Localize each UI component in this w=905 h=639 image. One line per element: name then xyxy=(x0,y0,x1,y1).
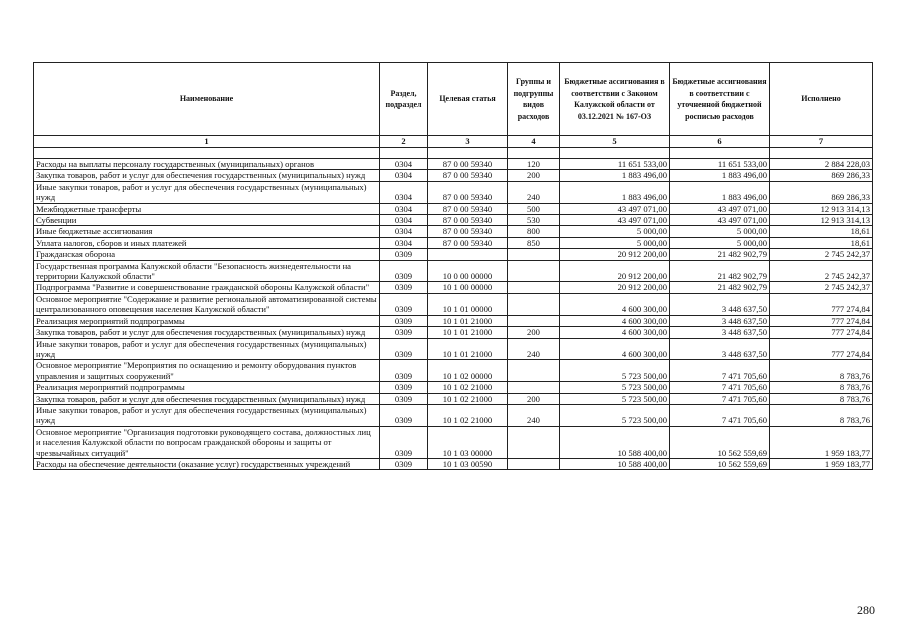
cell-group xyxy=(508,249,560,260)
table-row xyxy=(34,327,873,338)
cell-law: 10 588 400,00 xyxy=(560,426,670,458)
cell-group: 240 xyxy=(508,404,560,426)
cell-name: Закупка товаров, работ и услуг для обеспечения государственных (муниципальных) нужд xyxy=(34,327,380,338)
cell-section: 0309 xyxy=(380,360,428,382)
cell-section: 0304 xyxy=(380,215,428,226)
cell-law: 10 588 400,00 xyxy=(560,458,670,469)
cell-law: 5 000,00 xyxy=(560,237,670,248)
budget-table xyxy=(33,62,873,470)
cell-group xyxy=(508,315,560,326)
cell-target: 10 1 01 21000 xyxy=(428,327,508,338)
spacer-cell xyxy=(670,148,770,159)
table-row xyxy=(34,360,873,382)
cell-refined: 7 471 705,60 xyxy=(670,360,770,382)
cell-group xyxy=(508,282,560,293)
cell-executed: 869 286,33 xyxy=(770,170,873,181)
cell-executed: 777 274,84 xyxy=(770,327,873,338)
cell-executed: 2 884 228,03 xyxy=(770,159,873,170)
cell-executed: 8 783,76 xyxy=(770,393,873,404)
cell-group: 240 xyxy=(508,338,560,360)
cell-name: Основное мероприятие "Содержание и развитие региональной автоматизированной системы централизованного оповещения населения Калужской области" xyxy=(34,293,380,315)
column-number: 7 xyxy=(770,136,873,148)
cell-group: 800 xyxy=(508,226,560,237)
spacer-cell xyxy=(428,148,508,159)
spacer-cell xyxy=(560,148,670,159)
cell-group: 200 xyxy=(508,393,560,404)
cell-group xyxy=(508,260,560,282)
cell-refined: 21 482 902,79 xyxy=(670,282,770,293)
cell-refined: 43 497 071,00 xyxy=(670,203,770,214)
cell-refined: 3 448 637,50 xyxy=(670,315,770,326)
cell-target: 87 0 00 59340 xyxy=(428,170,508,181)
cell-law: 4 600 300,00 xyxy=(560,315,670,326)
table-row xyxy=(34,181,873,203)
budget-table-sheet xyxy=(33,62,872,470)
cell-law: 5 723 500,00 xyxy=(560,404,670,426)
cell-section: 0304 xyxy=(380,226,428,237)
header-name: Наименование xyxy=(34,63,380,136)
cell-target: 87 0 00 59340 xyxy=(428,203,508,214)
table-row xyxy=(34,249,873,260)
cell-name: Иные закупки товаров, работ и услуг для обеспечения государственных (муниципальных) нужд xyxy=(34,338,380,360)
cell-refined: 11 651 533,00 xyxy=(670,159,770,170)
cell-law: 5 723 500,00 xyxy=(560,360,670,382)
cell-name: Субвенции xyxy=(34,215,380,226)
cell-executed: 1 959 183,77 xyxy=(770,458,873,469)
table-row xyxy=(34,293,873,315)
cell-law: 5 000,00 xyxy=(560,226,670,237)
cell-name: Расходы на обеспечение деятельности (оказание услуг) государственных учреждений xyxy=(34,458,380,469)
cell-section: 0309 xyxy=(380,393,428,404)
cell-section: 0304 xyxy=(380,203,428,214)
cell-refined: 7 471 705,60 xyxy=(670,404,770,426)
cell-executed: 18,61 xyxy=(770,226,873,237)
column-number-row xyxy=(34,136,873,148)
cell-executed: 8 783,76 xyxy=(770,360,873,382)
cell-target: 87 0 00 59340 xyxy=(428,159,508,170)
cell-refined: 10 562 559,69 xyxy=(670,458,770,469)
table-row xyxy=(34,203,873,214)
cell-section: 0309 xyxy=(380,404,428,426)
cell-group: 500 xyxy=(508,203,560,214)
cell-law: 20 912 200,00 xyxy=(560,249,670,260)
cell-target: 10 1 02 21000 xyxy=(428,393,508,404)
table-row xyxy=(34,426,873,458)
cell-section: 0309 xyxy=(380,327,428,338)
table-row xyxy=(34,338,873,360)
cell-target: 87 0 00 59340 xyxy=(428,181,508,203)
cell-refined: 1 883 496,00 xyxy=(670,170,770,181)
cell-refined: 7 471 705,60 xyxy=(670,382,770,393)
header-refined: Бюджетные ассигнования в соответствии с уточненной бюджетной росписью расходов xyxy=(670,63,770,136)
column-number: 6 xyxy=(670,136,770,148)
table-row xyxy=(34,170,873,181)
cell-name: Уплата налогов, сборов и иных платежей xyxy=(34,237,380,248)
column-number: 1 xyxy=(34,136,380,148)
cell-name: Закупка товаров, работ и услуг для обеспечения государственных (муниципальных) нужд xyxy=(34,170,380,181)
cell-group: 120 xyxy=(508,159,560,170)
cell-group xyxy=(508,360,560,382)
cell-section: 0309 xyxy=(380,382,428,393)
cell-group: 200 xyxy=(508,327,560,338)
cell-executed: 1 959 183,77 xyxy=(770,426,873,458)
cell-target: 10 1 00 00000 xyxy=(428,282,508,293)
cell-name: Межбюджетные трансферты xyxy=(34,203,380,214)
cell-law: 4 600 300,00 xyxy=(560,338,670,360)
cell-target: 10 1 03 00000 xyxy=(428,426,508,458)
cell-section: 0304 xyxy=(380,237,428,248)
cell-refined: 3 448 637,50 xyxy=(670,293,770,315)
cell-group: 850 xyxy=(508,237,560,248)
header-law: Бюджетные ассигнования в соответствии с Законом Калужской области от 03.12.2021 № 167-ОЗ xyxy=(560,63,670,136)
cell-section: 0309 xyxy=(380,458,428,469)
cell-target: 87 0 00 59340 xyxy=(428,237,508,248)
cell-executed: 18,61 xyxy=(770,237,873,248)
table-row xyxy=(34,260,873,282)
spacer-cell xyxy=(508,148,560,159)
cell-group xyxy=(508,458,560,469)
cell-group: 530 xyxy=(508,215,560,226)
cell-name: Государственная программа Калужской области "Безопасность жизнедеятельности на территории Калужской области" xyxy=(34,260,380,282)
table-row xyxy=(34,382,873,393)
spacer-cell xyxy=(34,148,380,159)
cell-executed: 777 274,84 xyxy=(770,293,873,315)
cell-group: 240 xyxy=(508,181,560,203)
table-row xyxy=(34,404,873,426)
cell-executed: 869 286,33 xyxy=(770,181,873,203)
cell-section: 0304 xyxy=(380,170,428,181)
cell-executed: 777 274,84 xyxy=(770,338,873,360)
cell-executed: 2 745 242,37 xyxy=(770,249,873,260)
cell-executed: 12 913 314,13 xyxy=(770,215,873,226)
cell-target: 10 1 01 00000 xyxy=(428,293,508,315)
cell-executed: 2 745 242,37 xyxy=(770,260,873,282)
cell-law: 5 723 500,00 xyxy=(560,382,670,393)
cell-refined: 5 000,00 xyxy=(670,226,770,237)
cell-target: 87 0 00 59340 xyxy=(428,215,508,226)
cell-section: 0309 xyxy=(380,260,428,282)
cell-section: 0309 xyxy=(380,426,428,458)
header-target: Целевая статья xyxy=(428,63,508,136)
cell-law: 4 600 300,00 xyxy=(560,293,670,315)
cell-refined: 21 482 902,79 xyxy=(670,249,770,260)
cell-name: Иные закупки товаров, работ и услуг для обеспечения государственных (муниципальных) нужд xyxy=(34,404,380,426)
cell-law: 11 651 533,00 xyxy=(560,159,670,170)
header-groups: Группы и подгруппы видов расходов xyxy=(508,63,560,136)
cell-name: Расходы на выплаты персоналу государственных (муниципальных) органов xyxy=(34,159,380,170)
cell-law: 1 883 496,00 xyxy=(560,170,670,181)
cell-group xyxy=(508,426,560,458)
cell-name: Иные закупки товаров, работ и услуг для обеспечения государственных (муниципальных) нужд xyxy=(34,181,380,203)
column-number: 5 xyxy=(560,136,670,148)
table-row xyxy=(34,315,873,326)
table-header-row xyxy=(34,63,873,136)
cell-group: 200 xyxy=(508,170,560,181)
cell-executed: 8 783,76 xyxy=(770,404,873,426)
cell-name: Гражданская оборона xyxy=(34,249,380,260)
cell-name: Основное мероприятие "Мероприятия по оснащению и ремонту оборудования пунктов управления и защитных сооружений" xyxy=(34,360,380,382)
cell-target xyxy=(428,249,508,260)
cell-group xyxy=(508,293,560,315)
cell-section: 0309 xyxy=(380,315,428,326)
cell-section: 0309 xyxy=(380,249,428,260)
cell-executed: 8 783,76 xyxy=(770,382,873,393)
cell-name: Основное мероприятие "Организация подготовки руководящего состава, должностных лиц и населения Калужской области по вопросам гражданской обороны и защиты от чрезвычайных ситуаций" xyxy=(34,426,380,458)
cell-law: 1 883 496,00 xyxy=(560,181,670,203)
cell-section: 0309 xyxy=(380,338,428,360)
cell-refined: 1 883 496,00 xyxy=(670,181,770,203)
spacer-row xyxy=(34,148,873,159)
cell-name: Закупка товаров, работ и услуг для обеспечения государственных (муниципальных) нужд xyxy=(34,393,380,404)
spacer-cell xyxy=(380,148,428,159)
cell-executed: 777 274,84 xyxy=(770,315,873,326)
cell-target: 10 1 01 21000 xyxy=(428,338,508,360)
cell-refined: 7 471 705,60 xyxy=(670,393,770,404)
cell-target: 10 1 01 21000 xyxy=(428,315,508,326)
cell-section: 0304 xyxy=(380,181,428,203)
table-body xyxy=(34,159,873,470)
cell-refined: 21 482 902,79 xyxy=(670,260,770,282)
header-executed: Исполнено xyxy=(770,63,873,136)
cell-section: 0304 xyxy=(380,159,428,170)
cell-law: 5 723 500,00 xyxy=(560,393,670,404)
column-number: 2 xyxy=(380,136,428,148)
cell-law: 43 497 071,00 xyxy=(560,215,670,226)
table-row xyxy=(34,226,873,237)
cell-target: 10 1 03 00590 xyxy=(428,458,508,469)
cell-refined: 5 000,00 xyxy=(670,237,770,248)
cell-executed: 12 913 314,13 xyxy=(770,203,873,214)
table-row xyxy=(34,458,873,469)
cell-target: 10 1 02 21000 xyxy=(428,382,508,393)
page-number: 280 xyxy=(857,603,875,617)
cell-group xyxy=(508,382,560,393)
cell-law: 4 600 300,00 xyxy=(560,327,670,338)
table-row xyxy=(34,159,873,170)
cell-target: 87 0 00 59340 xyxy=(428,226,508,237)
spacer-cell xyxy=(770,148,873,159)
cell-section: 0309 xyxy=(380,282,428,293)
header-section: Раздел, подраздел xyxy=(380,63,428,136)
cell-name: Реализация мероприятий подпрограммы xyxy=(34,315,380,326)
cell-law: 20 912 200,00 xyxy=(560,282,670,293)
table-row xyxy=(34,282,873,293)
cell-target: 10 1 02 21000 xyxy=(428,404,508,426)
cell-refined: 10 562 559,69 xyxy=(670,426,770,458)
cell-law: 43 497 071,00 xyxy=(560,203,670,214)
cell-name: Подпрограмма "Развитие и совершенствование гражданской обороны Калужской области" xyxy=(34,282,380,293)
cell-refined: 3 448 637,50 xyxy=(670,338,770,360)
cell-law: 20 912 200,00 xyxy=(560,260,670,282)
cell-name: Иные бюджетные ассигнования xyxy=(34,226,380,237)
table-row xyxy=(34,393,873,404)
cell-name: Реализация мероприятий подпрограммы xyxy=(34,382,380,393)
cell-refined: 43 497 071,00 xyxy=(670,215,770,226)
column-number: 3 xyxy=(428,136,508,148)
table-row xyxy=(34,237,873,248)
column-number: 4 xyxy=(508,136,560,148)
cell-section: 0309 xyxy=(380,293,428,315)
cell-refined: 3 448 637,50 xyxy=(670,327,770,338)
cell-target: 10 0 00 00000 xyxy=(428,260,508,282)
table-row xyxy=(34,215,873,226)
cell-executed: 2 745 242,37 xyxy=(770,282,873,293)
cell-target: 10 1 02 00000 xyxy=(428,360,508,382)
